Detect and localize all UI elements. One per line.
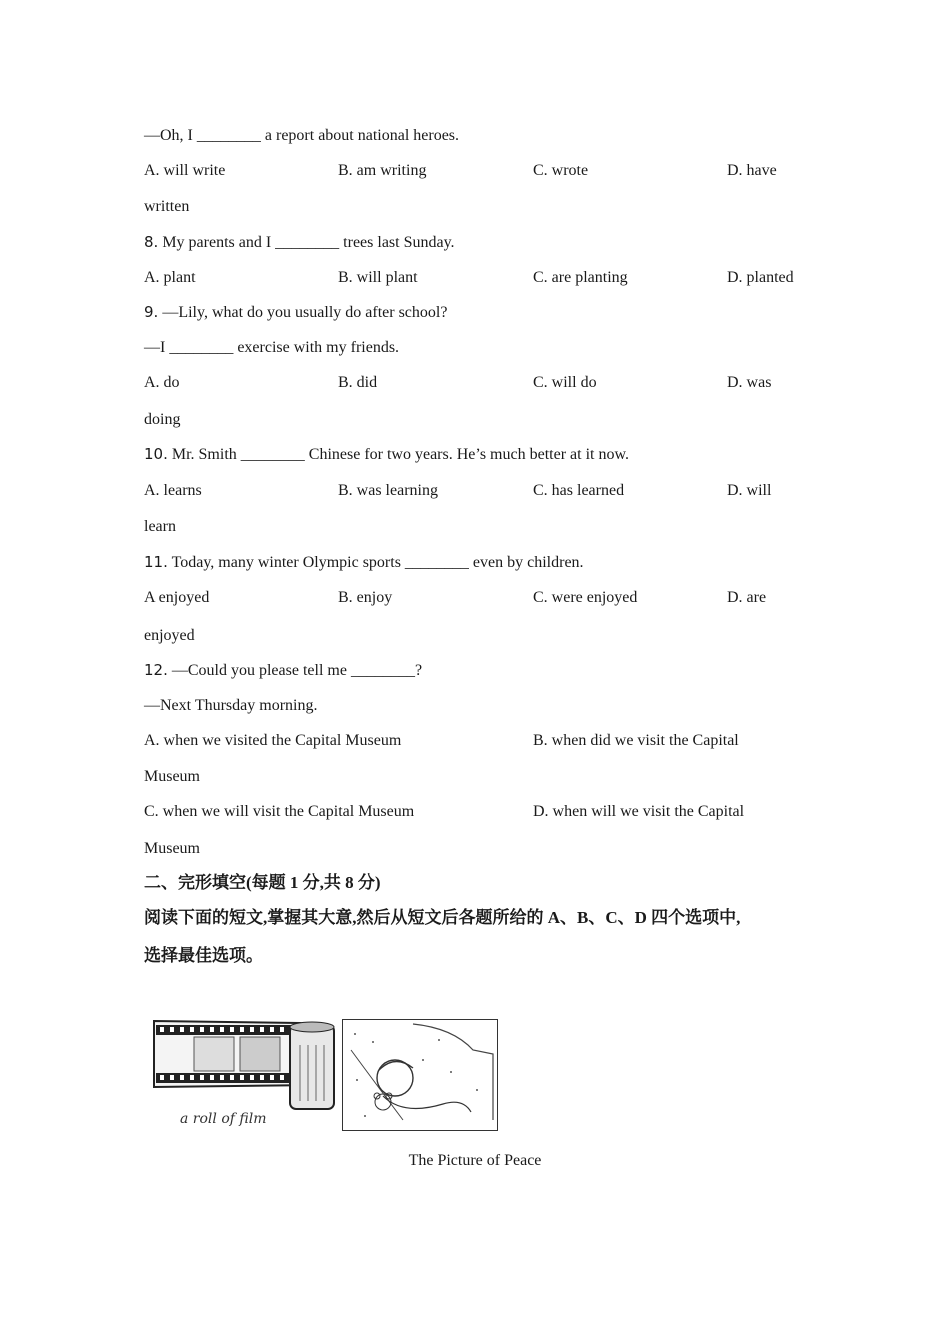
q8-option-c: C. are planting	[533, 269, 628, 286]
q11-option-b: B. enjoy	[338, 589, 393, 606]
q9-answer-line: —I ________ exercise with my friends.	[144, 339, 400, 356]
q12-stem	[144, 660, 422, 681]
q12-option-b-wrap: Museum	[144, 768, 200, 785]
q11-option-d: D. are	[727, 589, 767, 606]
q9-text: —Lily, what do you usually do after school?	[158, 304, 448, 321]
q12-option-c: C. when we will visit the Capital Museum	[144, 803, 415, 820]
q11-option-c: C. were enjoyed	[533, 589, 638, 606]
q9-option-c: C. will do	[533, 374, 597, 391]
q9-number: 9.	[144, 303, 159, 321]
q12-option-d-wrap: Museum	[144, 840, 200, 857]
q10-option-b: B. was learning	[338, 482, 438, 499]
q10-text: Mr. Smith ________ Chinese for two years. He’s much better at it now.	[167, 446, 629, 463]
q9-option-d: D. was	[727, 374, 772, 391]
q11-stem	[144, 552, 584, 573]
q11-number: 11.	[144, 553, 168, 571]
q7-option-c: C. wrote	[533, 162, 589, 179]
q12-option-a: A. when we visited the Capital Museum	[144, 732, 402, 749]
q7-option-d-wrap: written	[144, 198, 190, 215]
q12-text: —Could you please tell me ________?	[167, 662, 423, 679]
q9-stem	[144, 302, 447, 323]
q9-option-d-wrap: doing	[144, 411, 181, 428]
q7-option-b: B. am writing	[338, 162, 427, 179]
q8-option-a: A. plant	[144, 269, 196, 286]
q9-option-a: A. do	[144, 374, 180, 391]
q12-option-b: B. when did we visit the Capital	[533, 732, 739, 749]
sleeping-child-picture	[342, 1019, 498, 1131]
section2-instruction-1: 阅读下面的短文,掌握其大意,然后从短文后各题所给的 A、B、C、D 四个选项中,	[144, 908, 741, 927]
film-roll-illustration	[150, 1015, 338, 1133]
film-label: a roll of film	[180, 1111, 267, 1127]
q7-option-a: A. will write	[144, 162, 226, 179]
q10-number: 10.	[144, 445, 168, 463]
q10-stem	[144, 444, 629, 465]
q12-number: 12.	[144, 661, 168, 679]
sleeping-child-illustration	[343, 1020, 497, 1130]
q10-option-c: C. has learned	[533, 482, 625, 499]
figure-row	[150, 1015, 510, 1135]
q8-option-b: B. will plant	[338, 269, 418, 286]
q11-text: Today, many winter Olympic sports ________ even by children.	[167, 554, 584, 571]
q10-option-d: D. will	[727, 482, 772, 499]
q8-text: My parents and I ________ trees last Sunday.	[158, 234, 455, 251]
q8-option-d: D. planted	[727, 269, 794, 286]
q9-option-b: B. did	[338, 374, 378, 391]
section2-heading: 二、完形填空(每题 1 分,共 8 分)	[144, 873, 381, 892]
q12-answer-line: —Next Thursday morning.	[144, 697, 318, 714]
q11-option-d-wrap: enjoyed	[144, 627, 195, 644]
q7-answer-line: —Oh, I ________ a report about national heroes.	[144, 127, 460, 144]
q11-option-a: A enjoyed	[144, 589, 210, 606]
q10-option-d-wrap: learn	[144, 518, 176, 535]
q7-option-d: D. have	[727, 162, 777, 179]
q10-option-a: A. learns	[144, 482, 202, 499]
figure-caption: The Picture of Peace	[408, 1152, 542, 1169]
q12-option-d: D. when will we visit the Capital	[533, 803, 745, 820]
q8-stem	[144, 232, 455, 253]
section2-instruction-2: 选择最佳选项。	[144, 946, 263, 965]
q8-number: 8.	[144, 233, 159, 251]
